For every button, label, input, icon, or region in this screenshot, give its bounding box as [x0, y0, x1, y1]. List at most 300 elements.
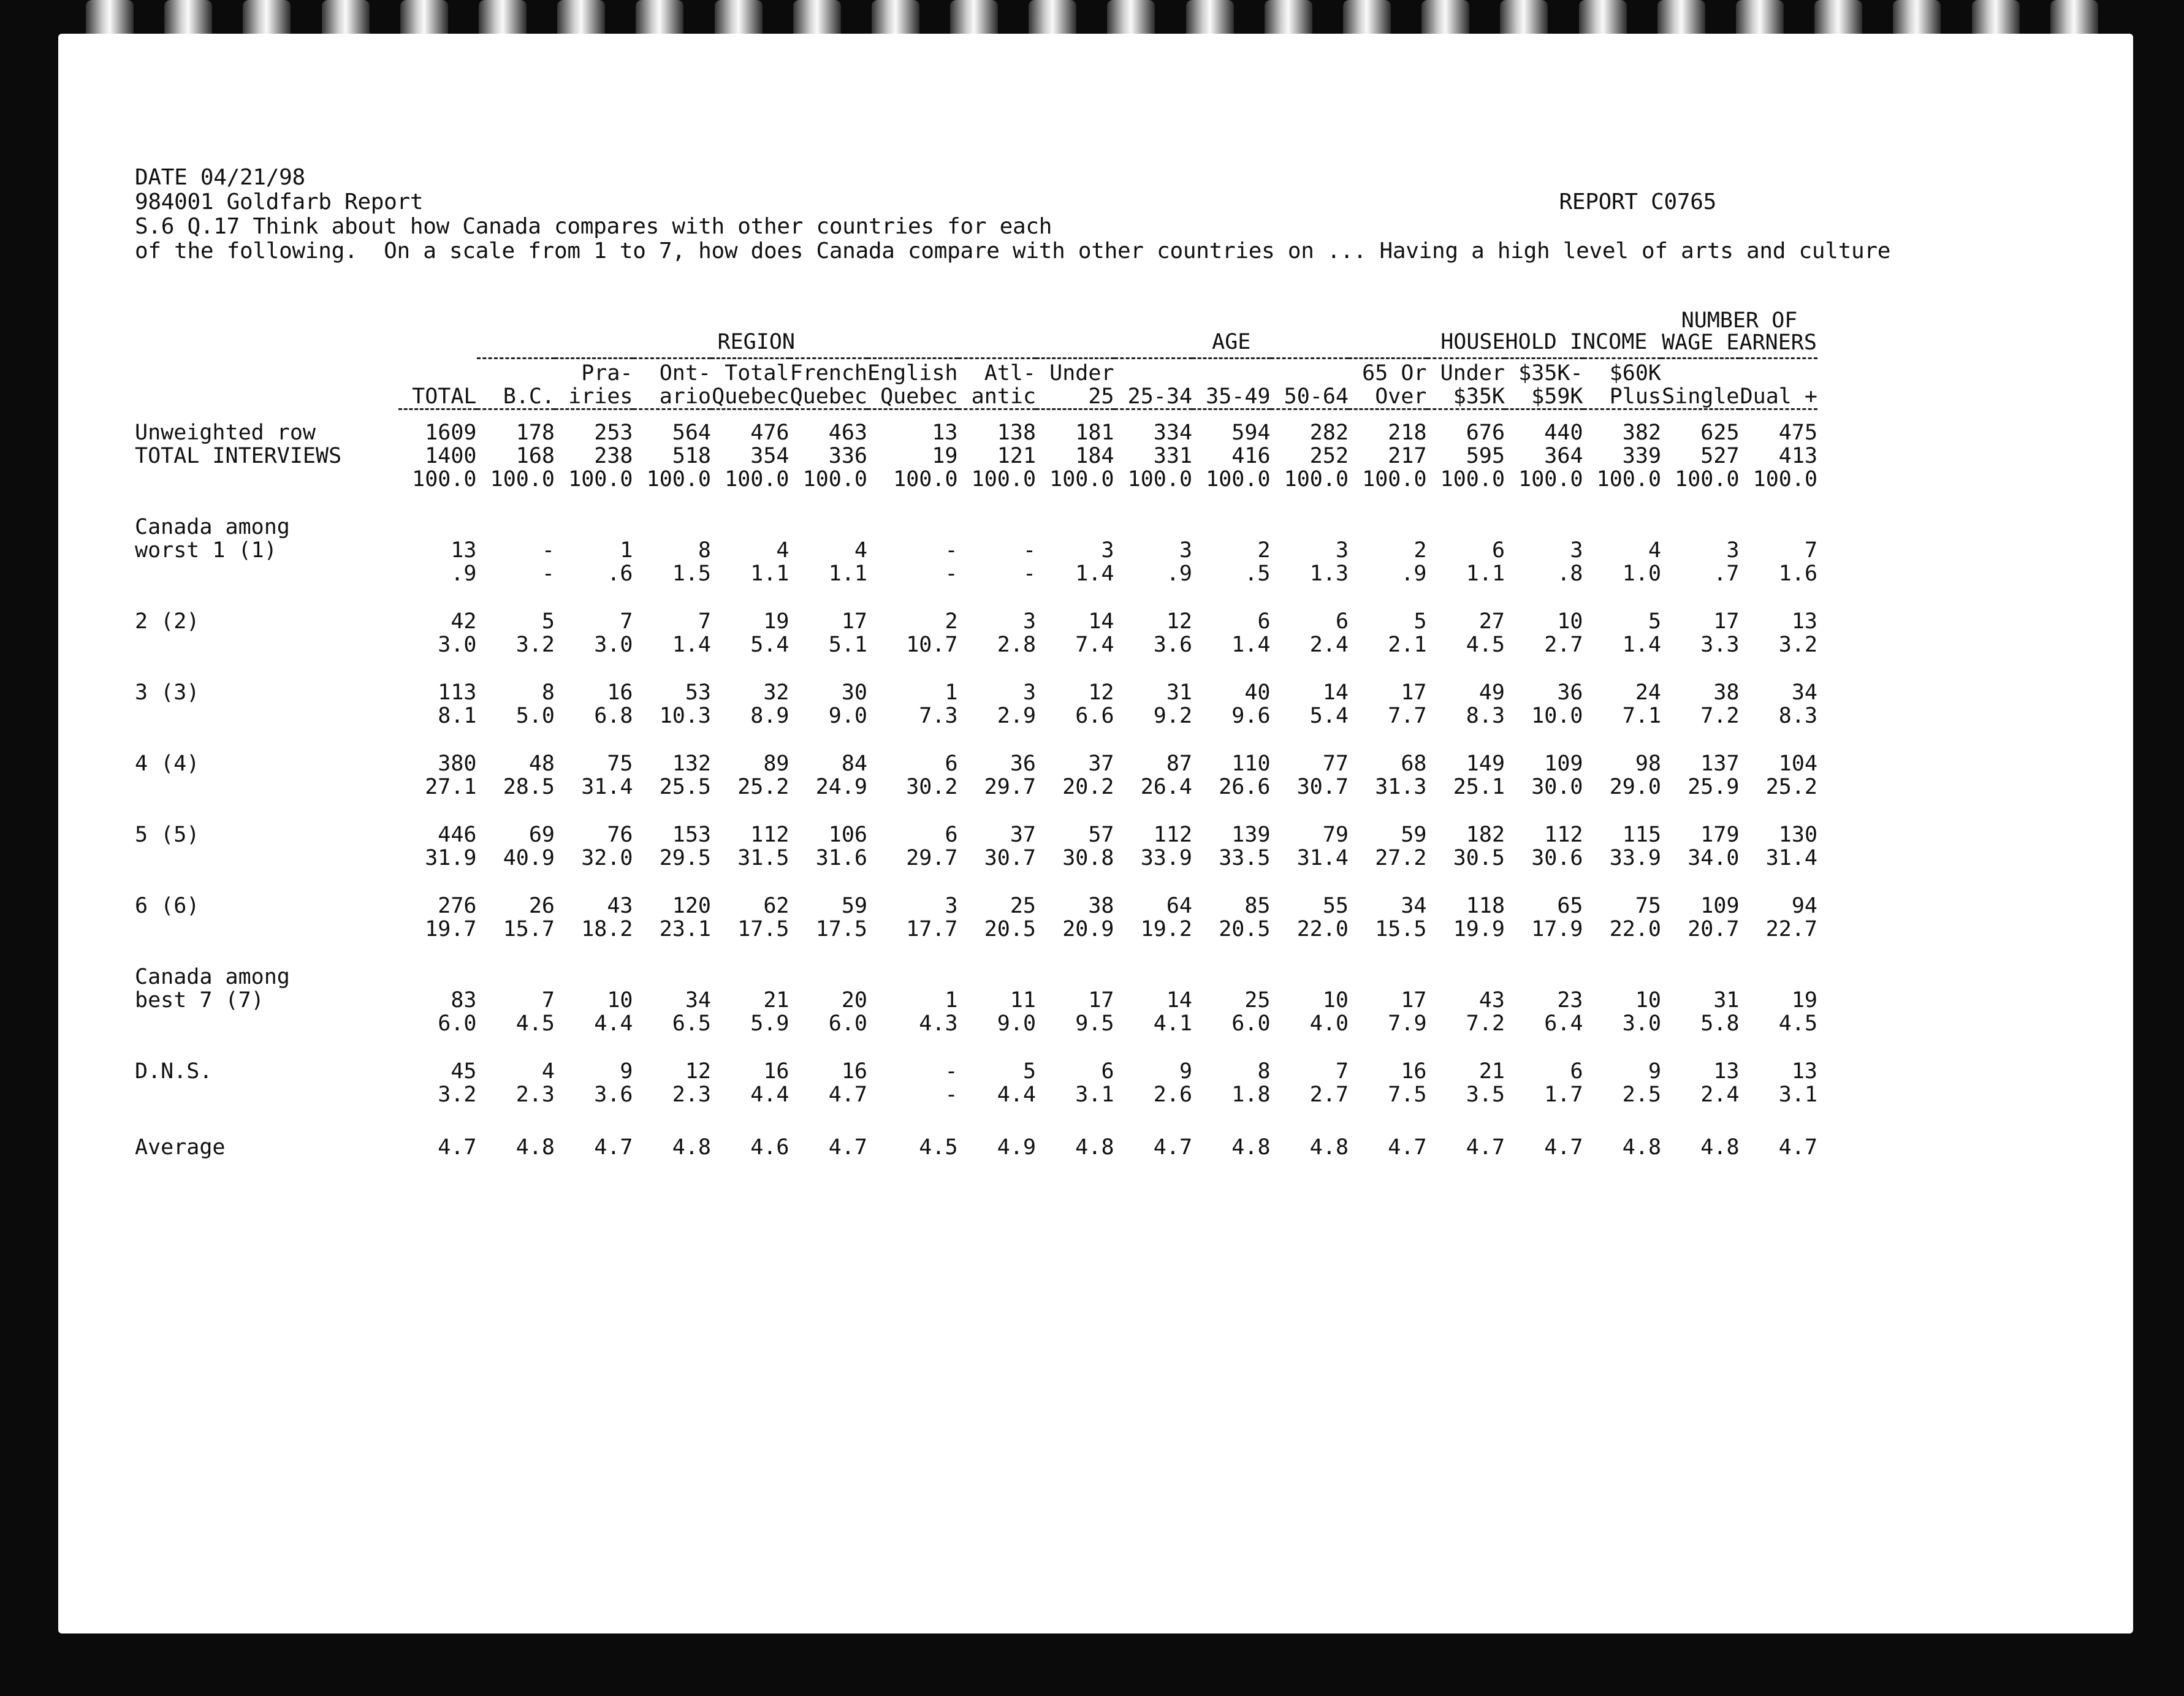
table-cell: 3.2: [516, 633, 555, 657]
table-cell: [1192, 515, 1271, 539]
table-cell: 5.9: [750, 1011, 790, 1036]
table-cell: 2.9: [997, 704, 1037, 728]
table-cell: 413: [1778, 444, 1818, 468]
row-label: 5 (5): [135, 823, 200, 847]
table-cell: 83: [451, 988, 477, 1013]
table-cell: 1.1: [750, 561, 790, 586]
table-cell: 4.7: [1778, 1135, 1818, 1160]
table-cell: 3: [1726, 538, 1740, 563]
column-header-line2: $35K: [1453, 384, 1505, 409]
column-header: [958, 359, 1037, 409]
table-cell: [633, 965, 712, 989]
table-row: [135, 468, 1817, 491]
column-header: [1661, 359, 1740, 409]
table-cell: 676: [1466, 420, 1505, 445]
table-row: [135, 681, 1817, 704]
table-cell: 34: [1401, 894, 1427, 918]
table-cell: 6: [945, 823, 958, 847]
table-cell: 2: [1414, 538, 1427, 563]
table-cell: 252: [1309, 444, 1349, 468]
table-cell: 380: [438, 751, 477, 776]
table-cell: 115: [1622, 823, 1662, 847]
table-cell: 6: [1101, 1059, 1114, 1084]
table-cell: .8: [1557, 561, 1583, 586]
table-cell: [1271, 515, 1349, 539]
column-header-line1: French: [790, 361, 867, 386]
table-row: [135, 823, 1817, 846]
table-cell: 276: [438, 894, 477, 918]
table-cell: 7.9: [1388, 1011, 1427, 1036]
table-cell: 13: [1713, 1059, 1740, 1084]
table-cell: 49: [1478, 680, 1505, 705]
table-cell: 8.1: [438, 704, 477, 728]
table-cell: [1349, 515, 1427, 539]
table-cell: 106: [828, 823, 867, 847]
table-cell: [958, 965, 1037, 989]
table-cell: -: [1022, 538, 1037, 563]
table-cell: 8: [698, 538, 711, 563]
table-cell: 100.0: [568, 467, 633, 492]
table-cell: -: [945, 1059, 958, 1084]
table-cell: 7.1: [1622, 704, 1662, 728]
table-cell: 100.0: [1752, 467, 1818, 492]
table-cell: 10: [1322, 988, 1349, 1013]
table-cell: 59: [1401, 823, 1427, 847]
table-cell: [867, 965, 958, 989]
table-cell: 30.7: [984, 846, 1037, 870]
column-header-line2: Quebec: [712, 384, 790, 409]
row-label: [135, 918, 398, 941]
table-cell: [1505, 515, 1583, 539]
table-cell: 7.2: [1700, 704, 1740, 728]
table-cell: 238: [594, 444, 633, 468]
table-cell: 1: [945, 988, 958, 1013]
table-cell: 184: [1075, 444, 1114, 468]
table-cell: 104: [1778, 751, 1818, 776]
table-cell: 40: [1244, 680, 1271, 705]
table-cell: 25.1: [1453, 775, 1505, 799]
table-cell: [1740, 965, 1818, 989]
group-region: REGION: [717, 330, 795, 354]
table-cell: 16: [1401, 1059, 1427, 1084]
column-header-line2: Plus: [1609, 384, 1662, 409]
table-cell: 382: [1622, 420, 1662, 445]
table-cell: 26: [528, 894, 555, 918]
table-cell: [398, 515, 477, 539]
row-label: Canada among: [135, 515, 290, 539]
table-cell: 3.0: [594, 633, 633, 657]
table-cell: 13: [932, 420, 958, 445]
table-cell: 4.9: [997, 1135, 1037, 1160]
table-cell: [477, 965, 555, 989]
column-header: [1271, 359, 1349, 409]
table-cell: 53: [685, 680, 711, 705]
table-cell: .9: [451, 561, 477, 586]
table-cell: 1.1: [1466, 561, 1505, 586]
column-header-line2: antic: [971, 384, 1037, 409]
table-cell: 5.4: [1309, 704, 1349, 728]
table-cell: 4.4: [750, 1082, 790, 1107]
table-row: [135, 894, 1817, 918]
table-cell: 4.7: [1153, 1135, 1193, 1160]
column-header-line1: Under: [1440, 361, 1505, 386]
table-cell: 4.5: [919, 1135, 958, 1160]
table-cell: 4.4: [997, 1082, 1037, 1107]
table-cell: 6.6: [1075, 704, 1114, 728]
table-cell: [1192, 965, 1271, 989]
group-wage-earners: NUMBER OF WAGE EARNERS: [1662, 308, 1817, 355]
table-cell: 45: [451, 1059, 477, 1084]
row-label: [135, 775, 398, 799]
table-cell: 2.7: [1309, 1082, 1349, 1107]
table-cell: [867, 515, 958, 539]
table-cell: -: [541, 538, 555, 563]
table-cell: 2.4: [1700, 1082, 1740, 1107]
table-cell: 1: [620, 538, 633, 563]
table-cell: 5: [1648, 609, 1662, 634]
table-cell: -: [1022, 561, 1037, 586]
table-cell: 8.3: [1466, 704, 1505, 728]
table-cell: 14: [1322, 680, 1349, 705]
table-cell: 1.6: [1778, 561, 1818, 586]
table-cell: 43: [607, 894, 633, 918]
table-cell: 475: [1778, 420, 1818, 445]
column-header: [477, 359, 555, 409]
table-cell: 5.4: [750, 633, 790, 657]
table-cell: 64: [1166, 894, 1193, 918]
table-cell: 6.0: [1231, 1011, 1271, 1036]
table-cell: 113: [438, 680, 477, 705]
table-cell: 16: [841, 1059, 867, 1084]
table-cell: 3.6: [594, 1082, 633, 1107]
table-cell: 19: [1791, 988, 1818, 1013]
table-cell: 8.9: [750, 704, 790, 728]
table-cell: 65: [1557, 894, 1583, 918]
table-cell: 110: [1231, 751, 1271, 776]
table-cell: 4: [541, 1059, 555, 1084]
table-cell: 26.4: [1140, 775, 1193, 799]
table-row: [135, 846, 1817, 870]
table-cell: 48: [528, 751, 555, 776]
table-cell: 18.2: [581, 917, 633, 941]
table-cell: 527: [1700, 444, 1740, 468]
column-header-line2: Quebec: [790, 384, 867, 409]
table-cell: [555, 515, 633, 539]
table-cell: 32.0: [581, 846, 633, 870]
table-cell: 20.5: [1219, 917, 1271, 941]
table-cell: 3.6: [1153, 633, 1193, 657]
table-cell: 29.5: [659, 846, 711, 870]
table-cell: [1427, 965, 1505, 989]
table-cell: 1.7: [1544, 1082, 1583, 1107]
table-cell: 3: [1570, 538, 1583, 563]
table-cell: 518: [672, 444, 711, 468]
table-cell: 1.3: [1309, 561, 1349, 586]
column-header: [867, 359, 958, 409]
table-row: [135, 1083, 1817, 1106]
table-cell: 98: [1635, 751, 1662, 776]
table-cell: 32: [763, 680, 790, 705]
table-row: [135, 610, 1817, 633]
row-label: Unweighted row: [135, 420, 316, 445]
table-cell: 179: [1700, 823, 1740, 847]
table-cell: 31: [1713, 988, 1740, 1013]
table-cell: 13: [1791, 1059, 1818, 1084]
table-cell: 22.0: [1609, 917, 1662, 941]
table-cell: 3: [1179, 538, 1193, 563]
table-row: [135, 752, 1817, 775]
table-cell: 40.9: [503, 846, 555, 870]
table-cell: 19: [932, 444, 958, 468]
table-cell: [477, 515, 555, 539]
table-cell: 4.8: [1075, 1135, 1114, 1160]
table-cell: 21: [1478, 1059, 1505, 1084]
table-cell: 3: [1335, 538, 1349, 563]
table-row: [135, 1136, 1817, 1159]
table-cell: 7.5: [1388, 1082, 1427, 1107]
table-cell: [398, 965, 477, 989]
table-cell: 43: [1478, 988, 1505, 1013]
table-cell: 3: [1101, 538, 1114, 563]
table-cell: 6.0: [828, 1011, 867, 1036]
table-cell: 331: [1153, 444, 1193, 468]
table-row: [135, 421, 1817, 444]
table-cell: 19.9: [1453, 917, 1505, 941]
row-label: 4 (4): [135, 751, 200, 776]
row-label: [135, 704, 398, 728]
table-cell: 14: [1088, 609, 1114, 634]
table-cell: 1.5: [672, 561, 711, 586]
table-cell: 4.8: [1622, 1135, 1662, 1160]
row-label: D.N.S.: [135, 1059, 213, 1084]
table-cell: 3.3: [1700, 633, 1740, 657]
table-cell: [958, 515, 1037, 539]
table-cell: 25.2: [737, 775, 790, 799]
table-cell: 38: [1088, 894, 1114, 918]
table-cell: 30.7: [1296, 775, 1349, 799]
table-cell: [1740, 515, 1818, 539]
table-cell: 149: [1466, 751, 1505, 776]
table-cell: 178: [516, 420, 555, 445]
table-cell: 446: [438, 823, 477, 847]
table-cell: 28.5: [503, 775, 555, 799]
table-cell: 282: [1309, 420, 1349, 445]
table-cell: 416: [1231, 444, 1271, 468]
table-cell: 4.6: [750, 1135, 790, 1160]
row-label: Average: [135, 1135, 226, 1160]
table-row: [135, 539, 1817, 562]
table-cell: [1349, 965, 1427, 989]
table-cell: 7.2: [1466, 1011, 1505, 1036]
table-cell: 16: [763, 1059, 790, 1084]
table-cell: 17: [841, 609, 867, 634]
table-cell: 168: [516, 444, 555, 468]
table-cell: 42: [451, 609, 477, 634]
table-cell: 100.0: [1284, 467, 1349, 492]
table-cell: 20.9: [1062, 917, 1114, 941]
table-cell: 2.4: [1309, 633, 1349, 657]
table-cell: 5.0: [516, 704, 555, 728]
table-cell: 4.7: [828, 1082, 867, 1107]
table-cell: 100.0: [802, 467, 867, 492]
row-label: [135, 562, 398, 585]
column-header: [398, 359, 477, 409]
table-cell: 27.2: [1375, 846, 1427, 870]
table-cell: 476: [750, 420, 790, 445]
table-cell: 79: [1322, 823, 1349, 847]
table-cell: 13: [1791, 609, 1818, 634]
table-cell: 27: [1478, 609, 1505, 634]
table-cell: 132: [672, 751, 711, 776]
table-cell: 181: [1075, 420, 1114, 445]
row-label: best 7 (7): [135, 988, 264, 1013]
table-cell: 20.2: [1062, 775, 1114, 799]
table-cell: 6.4: [1544, 1011, 1583, 1036]
table-cell: 16: [607, 680, 633, 705]
table-cell: 29.7: [984, 775, 1037, 799]
table-cell: 68: [1401, 751, 1427, 776]
table-cell: 12: [1088, 680, 1114, 705]
table-cell: 7: [541, 988, 555, 1013]
column-header-line1: English: [867, 361, 958, 386]
table-cell: 9: [1179, 1059, 1193, 1084]
table-cell: .5: [1244, 561, 1271, 586]
table-cell: 30: [841, 680, 867, 705]
table-row: [135, 704, 1817, 728]
table-cell: 153: [672, 823, 711, 847]
table-cell: 87: [1166, 751, 1193, 776]
column-header-line2: Single: [1662, 384, 1740, 409]
table-cell: 34.0: [1687, 846, 1740, 870]
table-cell: 62: [763, 894, 790, 918]
row-label: [135, 633, 398, 656]
table-cell: 31.4: [1765, 846, 1818, 870]
table-cell: 4: [854, 538, 867, 563]
table-cell: 11: [1010, 988, 1037, 1013]
table-cell: [555, 965, 633, 989]
column-header-line1: Ont-: [659, 361, 711, 386]
table-cell: 25: [1244, 988, 1271, 1013]
table-cell: 76: [607, 823, 633, 847]
column-header: [1036, 359, 1114, 409]
table-row: [135, 775, 1817, 799]
table-cell: 1.4: [1231, 633, 1271, 657]
table-cell: 4.7: [594, 1135, 633, 1160]
column-header: [1192, 359, 1271, 409]
column-header: [1427, 359, 1505, 409]
table-cell: 30.0: [1531, 775, 1583, 799]
row-label: 2 (2): [135, 609, 200, 634]
table-cell: [1271, 965, 1349, 989]
table-cell: 17.5: [815, 917, 867, 941]
table-cell: 463: [828, 420, 867, 445]
table-cell: 4.4: [594, 1011, 633, 1036]
table-cell: 30.2: [906, 775, 958, 799]
column-header: [633, 359, 712, 409]
table-cell: 6: [945, 751, 958, 776]
table-cell: 3.2: [438, 1082, 477, 1107]
table-cell: [790, 965, 868, 989]
table-cell: 2.1: [1388, 633, 1427, 657]
table-cell: 25.9: [1687, 775, 1740, 799]
table-row: [135, 1060, 1817, 1083]
table-cell: 7.3: [919, 704, 958, 728]
table-cell: 31.4: [581, 775, 633, 799]
table-cell: 3: [1022, 609, 1037, 634]
table-cell: 9.2: [1153, 704, 1193, 728]
table-cell: 3.0: [438, 633, 477, 657]
table-cell: 12: [1166, 609, 1193, 634]
table-cell: 440: [1544, 420, 1583, 445]
table-cell: 17.9: [1531, 917, 1583, 941]
table-cell: 100.0: [1206, 467, 1271, 492]
table-cell: 20.7: [1687, 917, 1740, 941]
table-cell: 17.5: [737, 917, 790, 941]
table-cell: 4.8: [1309, 1135, 1349, 1160]
table-cell: 4.3: [919, 1011, 958, 1036]
table-cell: 100.0: [971, 467, 1037, 492]
table-cell: .7: [1713, 561, 1740, 586]
table-cell: 10: [1557, 609, 1583, 634]
row-label: [135, 846, 398, 870]
table-cell: 5: [1414, 609, 1427, 634]
table-cell: 100.0: [1518, 467, 1583, 492]
table-cell: 112: [750, 823, 790, 847]
table-cell: 4.7: [828, 1135, 867, 1160]
table-cell: 4.8: [1231, 1135, 1271, 1160]
question-line-1: S.6 Q.17 Think about how Canada compares with other countries for each: [135, 214, 1052, 239]
table-cell: 2.7: [1544, 633, 1583, 657]
table-cell: 4.7: [1544, 1135, 1583, 1160]
table-cell: 31.9: [425, 846, 477, 870]
table-cell: 4: [776, 538, 790, 563]
table-cell: 17: [1713, 609, 1740, 634]
table-cell: 2: [945, 609, 958, 634]
table-cell: 334: [1153, 420, 1193, 445]
table-cell: 13: [451, 538, 477, 563]
table-cell: 1.8: [1231, 1082, 1271, 1107]
table-cell: 29.0: [1609, 775, 1662, 799]
table-cell: 217: [1388, 444, 1427, 468]
table-cell: 1.4: [1622, 633, 1662, 657]
table-cell: 625: [1700, 420, 1740, 445]
table-cell: 4: [1648, 538, 1662, 563]
column-header-line2: 25-34: [1127, 384, 1193, 409]
table-cell: 1609: [425, 420, 477, 445]
table-cell: 10.3: [659, 704, 711, 728]
table-cell: 4.1: [1153, 1011, 1193, 1036]
table-cell: 7.7: [1388, 704, 1427, 728]
column-header: [1505, 359, 1583, 409]
table-cell: 2.5: [1622, 1082, 1662, 1107]
table-cell: 36: [1010, 751, 1037, 776]
table-cell: 3.1: [1778, 1082, 1818, 1107]
table-cell: 15.7: [503, 917, 555, 941]
table-cell: -: [945, 561, 958, 586]
table-cell: 253: [594, 420, 633, 445]
table-cell: 100.0: [1675, 467, 1740, 492]
table-cell: [1583, 515, 1662, 539]
report-date: DATE 04/21/98: [135, 165, 305, 190]
table-cell: 33.9: [1140, 846, 1193, 870]
table-cell: 85: [1244, 894, 1271, 918]
table-cell: 17: [1401, 988, 1427, 1013]
table-cell: 100.0: [1049, 467, 1114, 492]
table-cell: 19: [763, 609, 790, 634]
row-label: [135, 1012, 398, 1035]
row-label: TOTAL INTERVIEWS: [135, 444, 342, 468]
table-cell: 23.1: [659, 917, 711, 941]
